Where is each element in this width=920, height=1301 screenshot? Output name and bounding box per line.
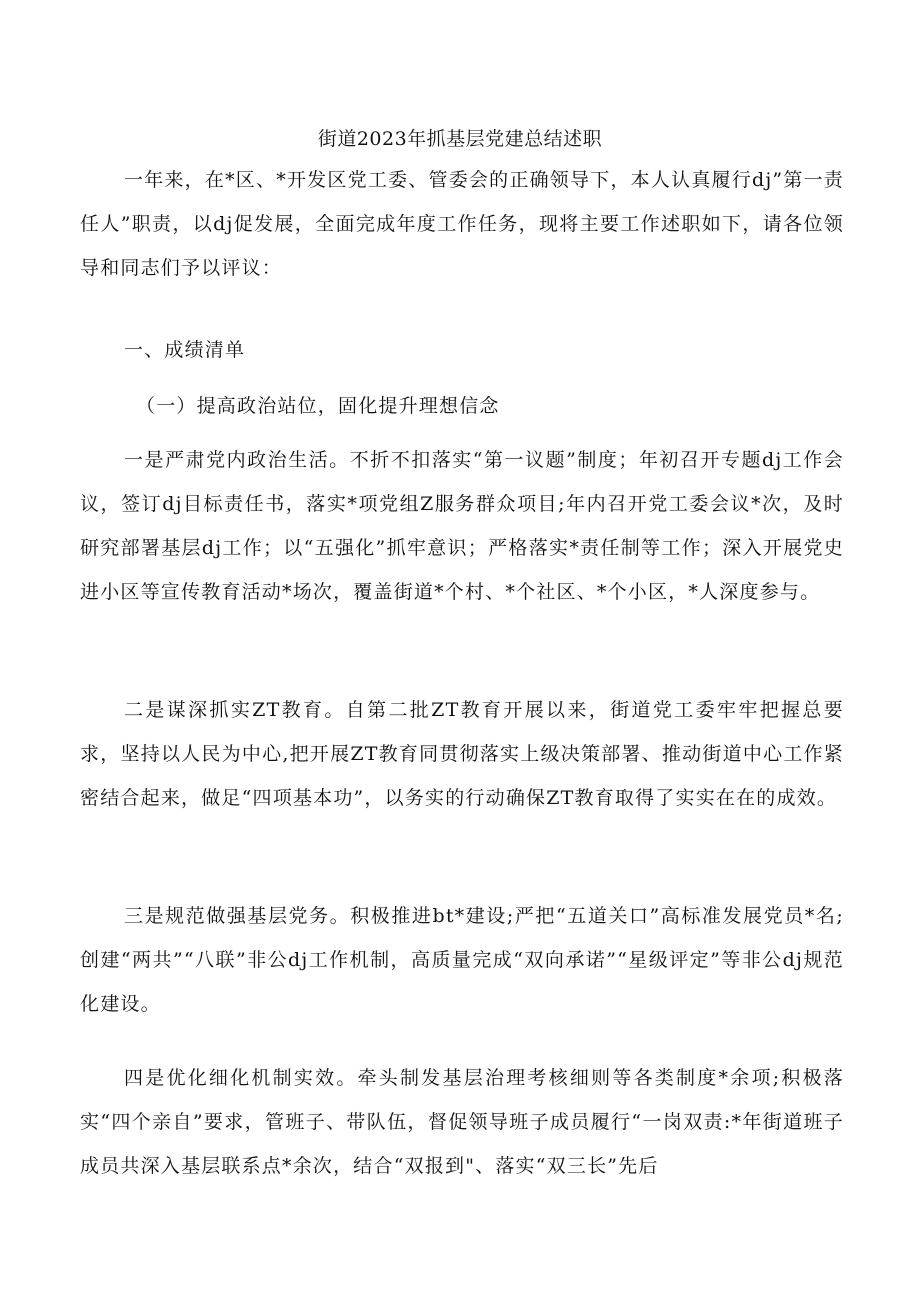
document-title: 街道2023年抓基层党建总结述职 (317, 128, 603, 150)
subsection-heading: （一）提高政治站位，固化提升理想信念 (136, 395, 500, 417)
body-paragraph-3: 三是规范做强基层党务。积极推进bt*建设;严把“五道关口”高标准发展党员*名;创建“两共”“八联”非公dj工作机制，高质量完成“双向承诺”“星级评定”等非公dj规范化建设。 (80, 905, 844, 1015)
intro-paragraph: 一年来，在*区、*开发区党工委、管委会的正确领导下，本人认真履行dj”第一责任人”职责，以dj促发展，全面完成年度工作任务，现将主要工作述职如下，请各位领导和同志们予以评议： (80, 169, 844, 279)
body-paragraph-4: 四是优化细化机制实效。牵头制发基层治理考核细则等各类制度*余项;积极落实“四个亲自”要求，管班子、带队伍，督促领导班子成员履行“一岗双责:*年街道班子成员共深入基层联系点*余次，结合“双报到"、落实“双三长”先后 (80, 1067, 844, 1177)
body-paragraph-1: 一是严肃党内政治生活。不折不扣落实“第一议题”制度；年初召开专题dj工作会议，签订dj目标责任书，落实*项党组Z服务群众项目;年内召开党工委会议*次，及时研究部署基层dj工作；以“五强化”抓牢意识；严格落实*责任制等工作；深入开展党史进小区等宣传教育活动*场次，覆盖街道*个村、*个社区、*个小区，*人深度参与。 (80, 449, 844, 603)
body-paragraph-2: 二是谋深抓实ZT教育。自第二批ZT教育开展以来，街道党工委牢牢把握总要求，坚持以人民为中心,把开展ZT教育同贯彻落实上级决策部署、推动街道中心工作紧密结合起来，做足“四项基本功”，以务实的行动确保ZT教育取得了实实在在的成效。 (80, 699, 844, 809)
section-heading: 一、成绩清单 (124, 339, 246, 361)
